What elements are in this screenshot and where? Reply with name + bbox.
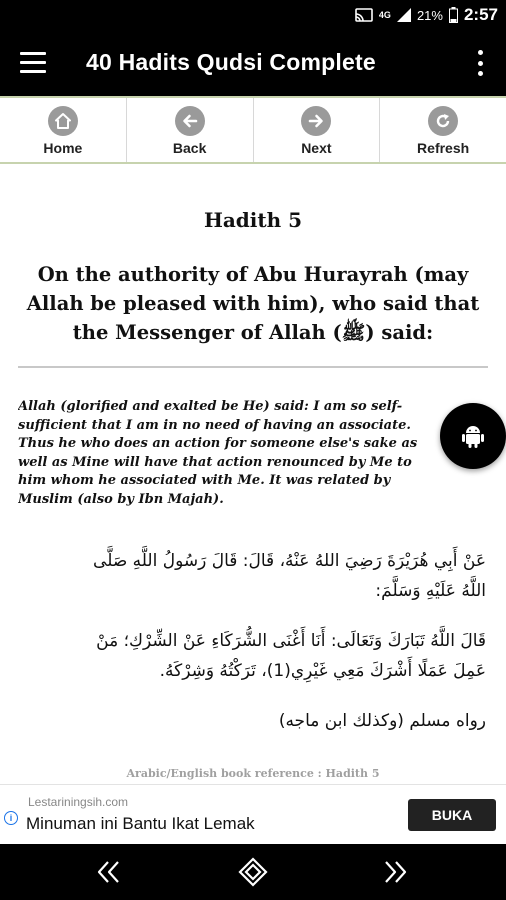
arabic-line: عَنْ أَبِي هُرَيْرَةَ رَضِيَ اللهُ عَنْهُ، قَالَ: قَالَ رَسُولُ اللَّهِ صَلَّى xyxy=(93,551,486,571)
hadith-content xyxy=(0,164,506,784)
authority-line: On the authority of Abu Hurayrah (may xyxy=(37,263,469,286)
ad-source: Lestariningsih.com xyxy=(28,795,129,809)
home-button[interactable] xyxy=(0,98,127,162)
hadith-title: Hadith 5 xyxy=(203,208,303,232)
book-reference: Arabic/English book reference : Hadith 5 xyxy=(126,767,380,780)
refresh-icon xyxy=(428,106,458,136)
arrow-right-icon xyxy=(301,106,331,136)
android-icon xyxy=(462,424,484,448)
back-label: Back xyxy=(172,140,207,156)
authority-line: Allah be pleased with him), who said that xyxy=(26,292,480,315)
english-line: Allah (glorified and exalted be He) said: I am so self- xyxy=(18,399,403,414)
nav-toolbar xyxy=(0,96,506,164)
arabic-hadith-text xyxy=(14,626,486,686)
ad-cta-button[interactable]: BUKA xyxy=(408,799,496,831)
back-button[interactable] xyxy=(127,98,254,162)
overflow-menu-icon[interactable] xyxy=(478,50,484,76)
authority-line: the Messenger of Allah (ﷺ) said: xyxy=(72,321,434,344)
english-line: Thus he who does an action for someone else's sake as xyxy=(18,436,418,452)
divider xyxy=(18,366,488,368)
arabic-line: عَمِلَ عَمَلًا أَشْرَكَ مَعِي غَيْرِي(1)، تَرَكْتُهُ وَشِرْكَهُ. xyxy=(159,661,486,681)
signal-icon xyxy=(397,8,411,22)
battery-icon xyxy=(449,7,458,23)
battery-percent: 21% xyxy=(416,7,443,23)
english-translation xyxy=(18,398,488,510)
ad-banner[interactable] xyxy=(0,784,506,845)
nav-home-icon[interactable] xyxy=(237,856,269,888)
hamburger-menu-icon[interactable] xyxy=(20,52,46,74)
refresh-button[interactable] xyxy=(380,98,506,162)
english-line: well as Mine will have that action renounced by Me to xyxy=(18,454,412,470)
app-title: 40 Hadits Qudsi Complete xyxy=(86,49,376,75)
system-nav-bar xyxy=(0,844,506,900)
arabic-narration xyxy=(14,546,486,606)
clock: 2:57 xyxy=(463,5,498,24)
status-bar xyxy=(0,0,506,30)
arrow-left-icon xyxy=(175,106,205,136)
hadith-authority xyxy=(12,260,494,347)
english-line: Muslim (also by Ibn Majah). xyxy=(18,491,224,507)
arabic-line: قَالَ اللَّهُ تَبَارَكَ وَتَعَالَى: أَنَا أَغْنَى الشُّرَكَاءِ عَنْ الشِّرْكِ؛ مَنْ xyxy=(96,631,486,651)
ad-info-icon[interactable]: i xyxy=(4,811,18,825)
nav-recents-icon[interactable] xyxy=(378,856,410,888)
home-label: Home xyxy=(43,140,83,156)
network-type: 4G xyxy=(378,10,391,20)
android-fab-button[interactable] xyxy=(440,403,506,469)
cast-icon xyxy=(355,8,373,22)
next-label: Next xyxy=(301,140,332,156)
english-line: him whom he associated with Me. It was related by xyxy=(18,473,391,489)
app-bar xyxy=(0,30,506,96)
arabic-line: اللَّهُ عَلَيْهِ وَسَلَّمَ: xyxy=(375,581,486,601)
english-line: sufficient that I am in no need of having an associate. xyxy=(18,417,411,433)
next-button[interactable] xyxy=(254,98,381,162)
home-icon xyxy=(48,106,78,136)
nav-back-icon[interactable] xyxy=(94,856,126,888)
arabic-source: رواه مسلم (وكذلك ابن ماجه) xyxy=(278,711,486,731)
ad-headline: Minuman ini Bantu Ikat Lemak xyxy=(26,814,255,833)
refresh-label: Refresh xyxy=(417,140,470,156)
